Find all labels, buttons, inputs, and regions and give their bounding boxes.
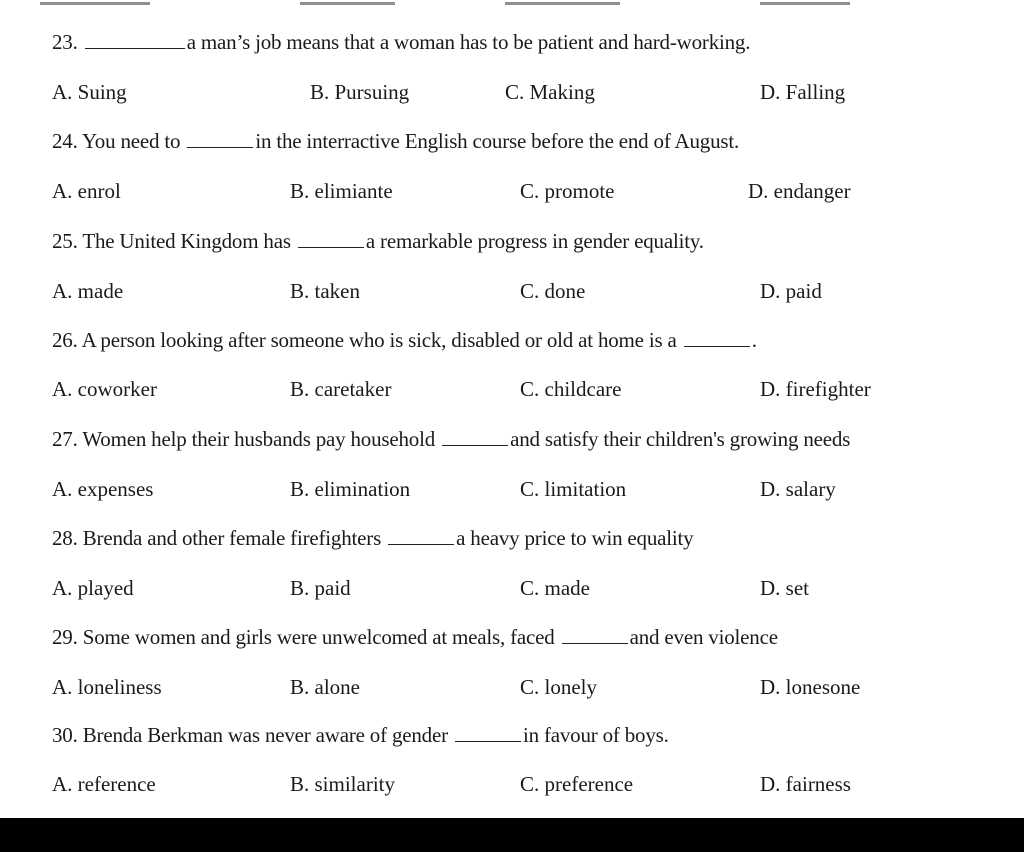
option-b: B. paid [290,576,351,600]
question-number: 26. [52,328,78,352]
option-a: A. expenses [52,477,154,501]
question-text-after: . [751,328,757,352]
option-c: C. made [520,576,590,600]
question-number: 30. [52,723,78,747]
question-text-after: and satisfy their children's growing needs [510,427,851,451]
option-a: A. played [52,576,134,600]
question-number: 29. [52,625,78,649]
option-b: B. Pursuing [310,80,410,104]
question-27 [52,427,850,452]
answer-blank [562,642,628,644]
question-28 [52,526,693,551]
option-d: D. lonesone [760,675,861,699]
option-c: C. done [520,279,586,303]
option-c: C. Making [505,80,595,104]
answer-blank [187,146,253,148]
answer-blank [442,444,508,446]
answer-blank [455,740,521,742]
option-d: D. Falling [760,80,846,104]
question-text-after: a heavy price to win equality [456,526,694,550]
answer-blank [298,246,364,248]
question-23 [52,30,750,55]
option-b: B. elimination [290,477,411,501]
option-d: D. fairness [760,772,851,796]
option-c: C. childcare [520,377,622,401]
option-b: B. similarity [290,772,395,796]
bottom-black-bar [0,818,1024,852]
answer-blank [85,47,185,49]
option-c: C. preference [520,772,634,796]
option-b: B. alone [290,675,360,699]
question-25 [52,229,704,254]
option-d: D. set [760,576,809,600]
question-29 [52,625,778,650]
cropped-previous-options [0,0,1024,4]
option-b: B. caretaker [290,377,392,401]
question-text-before: Brenda Berkman was never aware of gender [82,723,448,747]
option-a: A. enrol [52,179,121,203]
question-text-before: The United Kingdom has [82,229,291,253]
option-a: A. loneliness [52,675,162,699]
question-number: 23. [52,30,78,54]
question-text-after: a remarkable progress in gender equality. [365,229,704,253]
answer-blank [684,345,750,347]
question-26 [52,328,757,353]
option-d: D. paid [760,279,822,303]
option-c: C. limitation [520,477,627,501]
question-number: 24. [52,129,78,153]
question-number: 27. [52,427,78,451]
answer-blank [388,543,454,545]
option-b: B. taken [290,279,360,303]
question-number: 25. [52,229,78,253]
option-d: D. firefighter [760,377,871,401]
question-text-before: Some women and girls were unwelcomed at meals, faced [82,625,555,649]
question-text-after: in the interractive English course before the end of August. [255,129,740,153]
option-c: C. lonely [520,675,597,699]
question-24 [52,129,739,154]
question-number: 28. [52,526,78,550]
question-text-before: A person looking after someone who is sick, disabled or old at home is a [81,328,677,352]
question-text-after: and even violence [629,625,778,649]
option-a: A. coworker [52,377,157,401]
question-text-after: a man’s job means that a woman has to be patient and hard-working. [186,30,751,54]
option-d: D. endanger [748,179,851,203]
option-d: D. salary [760,477,836,501]
option-a: A. made [52,279,124,303]
question-text-before: Women help their husbands pay household [82,427,436,451]
question-text-before: You need to [81,129,181,153]
option-a: A. reference [52,772,156,796]
option-a: A. Suing [52,80,127,104]
question-text-after: in favour of boys. [522,723,669,747]
question-30 [52,723,669,748]
option-b: B. elimiante [290,179,393,203]
option-c: C. promote [520,179,615,203]
question-text-before: Brenda and other female firefighters [82,526,382,550]
